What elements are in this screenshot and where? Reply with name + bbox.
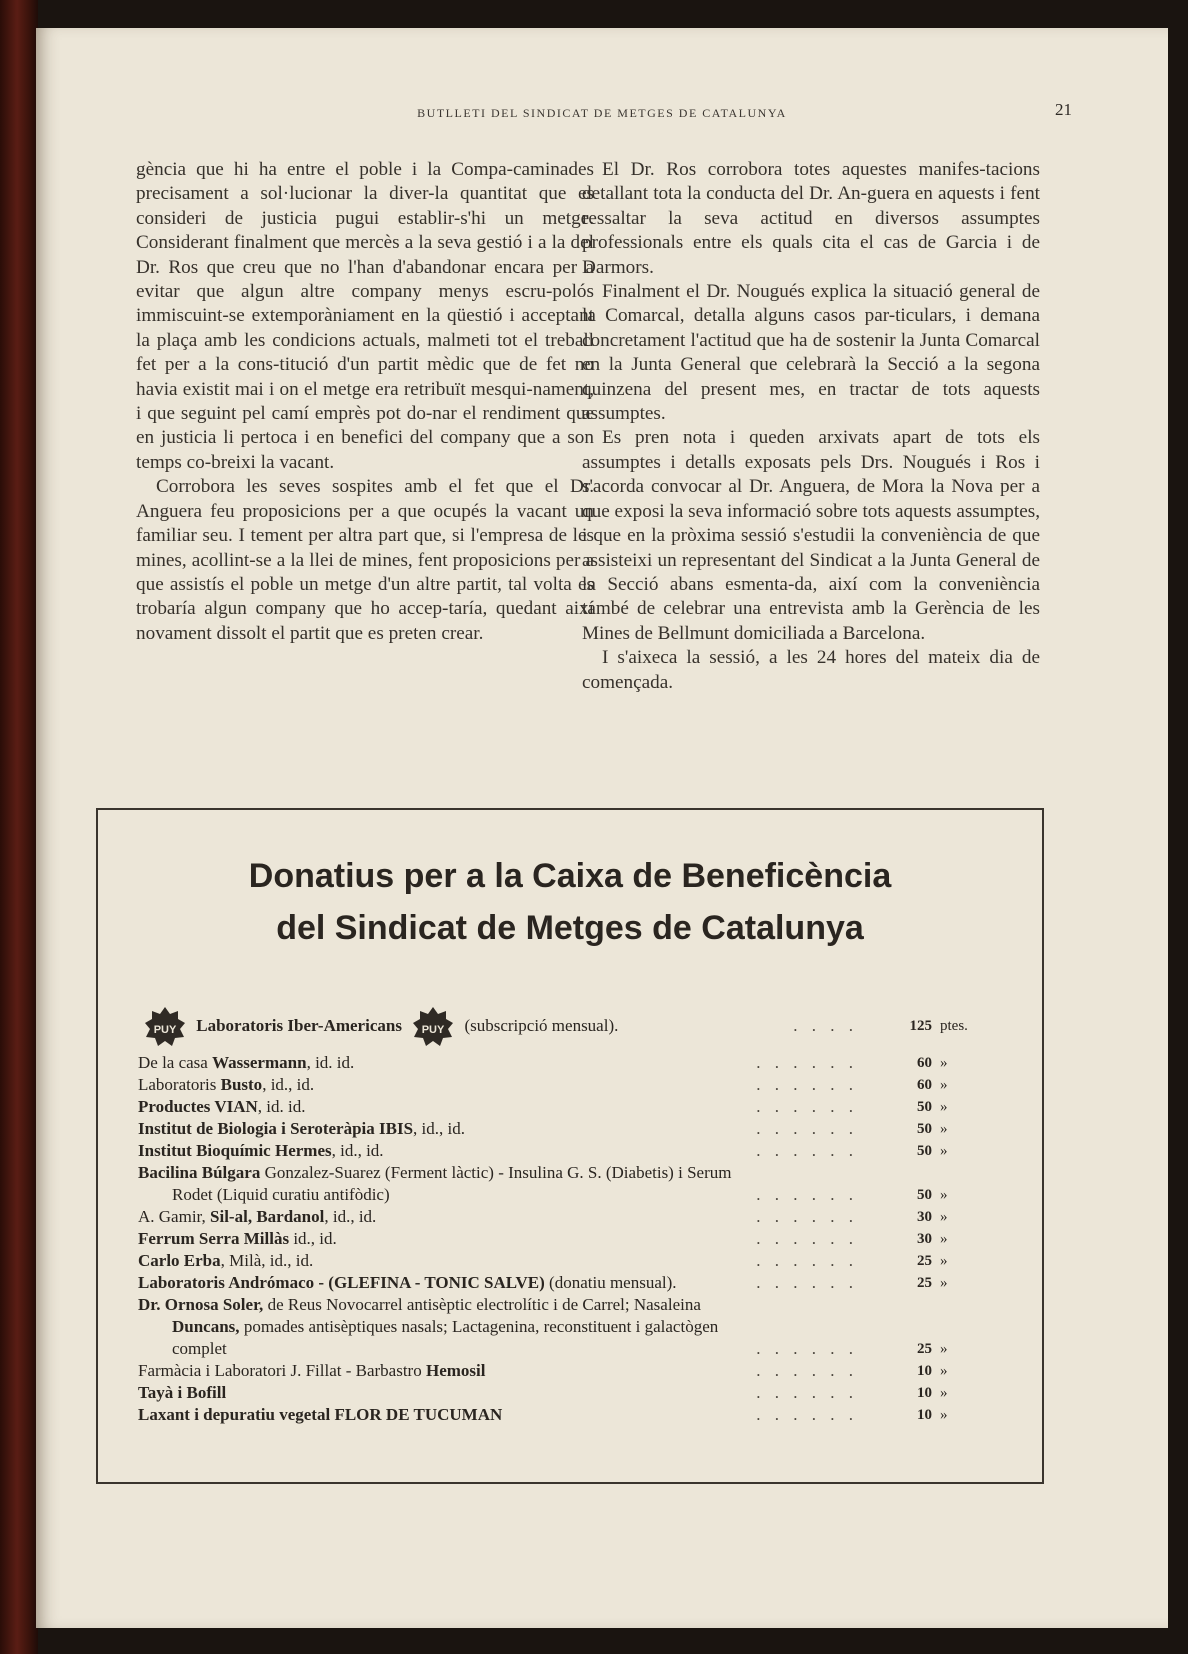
leader-dots: . . . . . .: [756, 1251, 858, 1270]
donation-text-bold: Duncans,: [172, 1317, 240, 1336]
donation-row: [138, 1382, 998, 1404]
donation-text: [138, 1140, 384, 1162]
right-column: [582, 158, 1040, 695]
donation-unit: »: [940, 1341, 948, 1357]
donation-amount: 25: [917, 1341, 932, 1357]
left-paragraph: Corrobora les seves sospites amb el fet que el Dr. Anguera feu proposicions per a que ocupés la vacant un familiar seu. I tement per altra part que, si l'empresa de les mines, acollint-se a la llei de mines, fent proposicions per a que assistís el poble un metge d'un altre partit, tal volta es trobaría algun company que ho accep-taría, quedant així novament dissolt el partit que es preten crear.: [136, 476, 594, 644]
donation-text-pre: complet: [172, 1339, 227, 1358]
donation-row: [138, 1162, 998, 1184]
donation-unit: »: [940, 1209, 948, 1225]
leader-dots: . . . . . .: [756, 1405, 858, 1424]
donation-text-pre: Farmàcia i Laboratori J. Fillat - Barbastro: [138, 1361, 426, 1380]
book-binding: [0, 0, 38, 1654]
donation-text-post: , id. id.: [257, 1097, 306, 1116]
donation-amount: 30: [917, 1209, 932, 1225]
donation-unit: »: [940, 1275, 948, 1291]
donation-text-bold: Institut de Biologia i Seroteràpia IBIS: [138, 1119, 414, 1138]
donations-title: [98, 850, 1042, 954]
donation-row: [138, 1316, 998, 1338]
donation-text-pre: Laboratoris: [138, 1075, 221, 1094]
donation-unit: »: [940, 1385, 948, 1401]
donation-row: [138, 1360, 998, 1382]
puy-logo-text: PUY: [421, 1024, 445, 1037]
donation-amount: 60: [917, 1077, 932, 1093]
leader-dots: . . . . . .: [756, 1339, 858, 1358]
donation-amount: 50: [917, 1143, 932, 1159]
donation-text-bold: Hemosil: [425, 1361, 486, 1380]
donation-amount: 10: [917, 1407, 932, 1423]
donation-unit: »: [940, 1099, 948, 1115]
donation-text: [138, 1250, 313, 1272]
donation-text-bold: Dr. Ornosa Soler,: [138, 1295, 264, 1314]
lab-name: Laboratoris Iber-Americans: [196, 1016, 402, 1035]
leader-dots: . . . . . .: [756, 1229, 858, 1248]
donation-amount: 50: [917, 1187, 932, 1203]
donation-text-bold: Laxant i depuratiu vegetal FLOR DE TUCUMAN: [138, 1405, 503, 1424]
puy-logo-icon: [144, 1006, 186, 1048]
donation-row: [138, 1294, 998, 1316]
donation-row: [138, 1140, 998, 1162]
right-paragraph: Finalment el Dr. Nougués explica la situació general de la Comarcal, detalla alguns casos par-ticulars, i demana concretament l'actitud que ha de sostenir la Junta Comarcal en la Junta General que celebrarà la Secció a la segona quinzena del present mes, en tractar de tots aquests assumptes.: [582, 281, 1040, 425]
donation-amount: 30: [917, 1231, 932, 1247]
donation-amount: 10: [917, 1385, 932, 1401]
donation-text-post: , id., id.: [262, 1075, 315, 1094]
donation-row: [138, 1228, 998, 1250]
donation-text-post: , id., id.: [413, 1119, 465, 1138]
donation-text-post: pomades antisèptiques nasals; Lactagenina, reconstituent i galactògen: [239, 1317, 719, 1336]
donation-text-post: , id., id.: [331, 1141, 384, 1160]
donation-unit: »: [940, 1187, 948, 1203]
donations-title-line2: del Sindicat de Metges de Catalunya: [276, 909, 864, 947]
document-page: [36, 28, 1168, 1628]
donation-amount: 50: [917, 1099, 932, 1115]
leader-dots: . . . . . .: [756, 1383, 858, 1402]
donation-row: [138, 1206, 998, 1228]
puy-logo-text: PUY: [153, 1024, 177, 1037]
leader-dots: . . . . . .: [756, 1273, 858, 1292]
donation-row: [138, 1096, 998, 1118]
donation-row: [138, 1250, 998, 1272]
donation-amount: 125: [909, 1018, 932, 1034]
right-paragraph: Es pren nota i queden arxivats apart de tots els assumptes i detalls exposats pels Drs. Nougués i Ros i s'acorda convocar al Dr. Anguera, de Mora la Nova per a que exposi la seva informació sobre tots aquests assumptes, i que en la pròxima sessió s'estudii la conveniència de que assisteixi un representant del Sindicat a la Junta General de la Secció abans esmenta-da, així com la conveniència també de celebrar una entrevista amb la Gerència de les Mines de Bellmunt domiciliada a Barcelona.: [582, 427, 1040, 644]
donation-text-bold: Ferrum Serra Millàs: [138, 1229, 290, 1248]
donation-row: [138, 1404, 998, 1426]
leader-dots: . . . . . .: [756, 1097, 858, 1116]
donation-unit: »: [940, 1253, 948, 1269]
page-number: 21: [1055, 100, 1072, 119]
donation-text-bold: Tayà i Bofill: [138, 1383, 227, 1402]
donation-text-post: , Milà, id., id.: [220, 1251, 314, 1270]
donation-text: [138, 1228, 337, 1250]
donation-row: [138, 1338, 998, 1360]
donation-text: [138, 1294, 701, 1316]
donation-text: [138, 1272, 677, 1294]
donation-row: [138, 1184, 998, 1206]
donation-unit: »: [940, 1077, 948, 1093]
donation-text-post: , id. id.: [306, 1053, 355, 1072]
donation-text-bold: Laboratoris Andrómaco - (GLEFINA - TONIC SALVE): [138, 1273, 545, 1292]
leader-dots: . . . .: [793, 1016, 858, 1035]
donation-unit: »: [940, 1143, 948, 1159]
donation-row: [138, 1052, 998, 1074]
donations-title-line1: Donatius per a la Caixa de Beneficència: [248, 857, 892, 895]
donation-amount: 25: [917, 1275, 932, 1291]
donation-text-pre: De la casa: [138, 1053, 213, 1072]
donations-box: [96, 808, 1044, 1484]
donation-text-bold: Institut Bioquímic Hermes: [138, 1141, 332, 1160]
leader-dots: . . . . . .: [756, 1119, 858, 1138]
donation-amount: 25: [917, 1253, 932, 1269]
donation-unit: »: [940, 1055, 948, 1071]
leader-dots: . . . . . .: [756, 1207, 858, 1226]
donation-row: [138, 1074, 998, 1096]
donation-text: [138, 1360, 485, 1382]
donation-text-post: de Reus Novocarrel antisèptic electrolític i de Carrel; Nasaleina: [263, 1295, 701, 1314]
donation-text: [138, 1382, 226, 1404]
donation-text: [138, 1052, 354, 1074]
leader-dots: . . . . . .: [756, 1185, 858, 1204]
donation-unit: »: [940, 1407, 948, 1423]
running-title: BUTLLETI DEL SINDICAT DE METGES DE CATALUNYA: [417, 106, 787, 120]
donation-unit: »: [940, 1363, 948, 1379]
donation-unit: ptes.: [940, 1018, 968, 1034]
donations-list: [138, 1000, 998, 1426]
donation-text-post: , id., id.: [324, 1207, 377, 1226]
donation-text-bold: Bacilina Búlgara: [138, 1163, 261, 1182]
left-column: [136, 158, 594, 646]
right-paragraph: El Dr. Ros corrobora totes aquestes manifes-tacions detallant tota la conducta del Dr. An-guera en aquests i fent ressaltar la seva actitud en diversos assumptes professionals entre els quals cita el cas de Garcia i de Darmors.: [582, 159, 1040, 278]
donation-row: [138, 1272, 998, 1294]
donation-amount: 50: [917, 1121, 932, 1137]
donation-text: [138, 1000, 618, 1052]
left-paragraph: gència que hi ha entre el poble i la Compa-caminades precisament a sol·lucionar la diver-la quantitat que es consideri de justicia pugui establir-s'hi un metge. Considerant finalment que mercès a la seva gestió i a la del Dr. Ros que creu que no l'han d'abandonar encara per a evitar que algun altre company menys escru-polós immiscuint-se extemporàniament en la qüestió i acceptant la plaça amb les condicions actuals, malmeti tot el treball fet per a la cons-titució d'un partit mèdic que de fet no havia existit mai i on el metge era retribuït mesqui-nament, i que seguint pel camí emprès pot do-nar el rendiment que en justicia li pertoca i en benefici del company que a son temps co-breixi la vacant.: [136, 159, 594, 473]
puy-logo-icon: [412, 1006, 454, 1048]
donation-text: [138, 1074, 314, 1096]
donation-text-bold: Busto: [220, 1075, 263, 1094]
donation-text: [138, 1096, 306, 1118]
donation-text-bold: Wassermann: [212, 1053, 307, 1072]
donation-text: [138, 1118, 465, 1140]
donation-text: [138, 1404, 502, 1426]
donation-text: [138, 1162, 731, 1184]
leader-dots: . . . . . .: [756, 1361, 858, 1380]
donation-text-pre: Rodet (Liquid curatiu antifòdic): [172, 1185, 390, 1204]
donation-text-post: (donatiu mensual).: [544, 1273, 677, 1292]
leader-dots: . . . . . .: [756, 1141, 858, 1160]
donation-amount: 60: [917, 1055, 932, 1071]
donation-text-pre: A. Gamir,: [138, 1207, 211, 1226]
leader-dots: . . . . . .: [756, 1053, 858, 1072]
donation-text-bold: Productes VIAN: [138, 1097, 258, 1116]
leader-dots: . . . . . .: [756, 1075, 858, 1094]
donation-text-bold: Sil-al, Bardanol: [210, 1207, 325, 1226]
lab-note: (subscripció mensual).: [464, 1016, 619, 1035]
right-paragraph: I s'aixeca la sessió, a les 24 hores del mateix dia de començada.: [582, 647, 1040, 693]
donation-text-post: Gonzalez-Suarez (Ferment làctic) - Insulina G. S. (Diabetis) i Serum: [260, 1163, 732, 1182]
donation-unit: »: [940, 1121, 948, 1137]
donation-row: [138, 1118, 998, 1140]
donation-text: [138, 1206, 376, 1228]
donation-text-bold: Carlo Erba: [138, 1251, 221, 1270]
donation-text: [172, 1316, 718, 1338]
donation-text-post: id., id.: [289, 1229, 337, 1248]
donation-unit: »: [940, 1231, 948, 1247]
donation-text: [172, 1184, 390, 1206]
donation-text: [172, 1338, 227, 1360]
donation-amount: 10: [917, 1363, 932, 1379]
donation-row-iber: [138, 1000, 998, 1052]
